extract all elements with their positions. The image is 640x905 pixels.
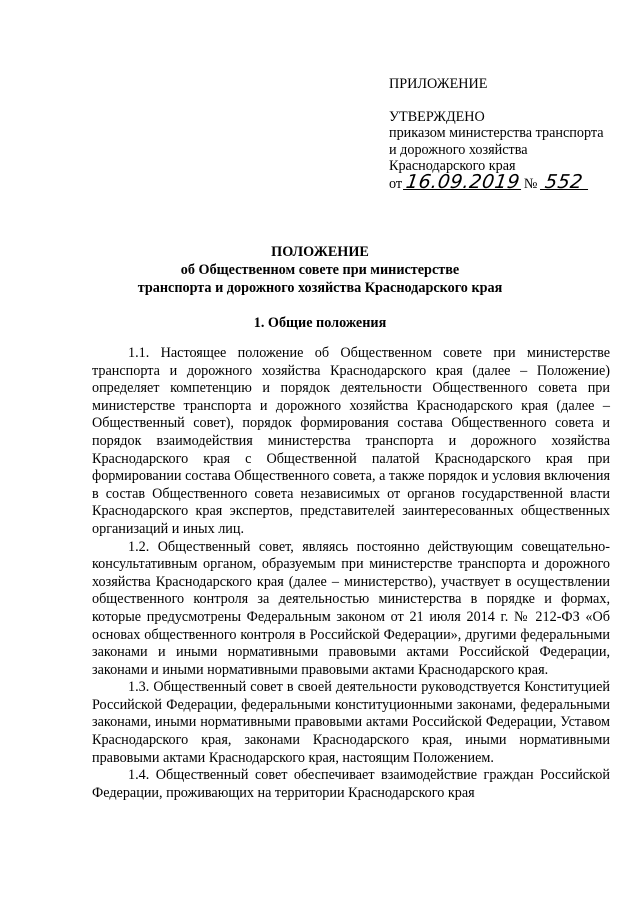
title-line-2: об Общественном совете при министерстве xyxy=(180,262,460,278)
paragraph-1-1: 1.1. Настоящее положение об Общественном совете при министерстве транспорта и дорожного хозяйства Краснодарского края (далее – Положение) определяет компетенцию и порядок деятельности Общественного совета при министерстве транспорта и дорожного хозяйства Краснодарского края (далее – Общественный совет), порядок формирования состава Общественного совета и порядок взаимодействия министерства транспорта и дорожного хозяйства Краснодарского края с Общественной палатой Краснодарского края при формировании состава Общественного совета, а также порядок и условия включения в состав Общественного совета независимых от органов государственной власти Краснодарского края экспертов, представителей заинтересованных общественных организаций и иных лиц. xyxy=(92,345,610,537)
approval-stamp-block xyxy=(389,76,619,192)
section-body xyxy=(92,345,610,802)
paragraph-1-4: 1.4. Общественный совет обеспечивает взаимодействие граждан Российской Федерации, проживающих на территории Краснодарского края xyxy=(92,767,610,801)
order-line-3: Краснодарского края xyxy=(389,158,516,174)
handwritten-number: 552 xyxy=(540,175,590,190)
paragraph-1-2: 1.2. Общественный совет, являясь постоянно действующим совещательно-консультативным органом, образуемым при министерстве транспорта и дорожного хозяйства Краснодарского края (далее – министерство), участвует в осуществлении общественного контроля за деятельностью министерства в порядке и формах, которые предусмотрены Федеральным законом от 21 июля 2014 г. № 212-ФЗ «Об основах общественного контроля в Российской Федерации», другими федеральными законами и иными нормативными правовыми актами Российской Федерации, законами и иными нормативными правовыми актами Краснодарского края. xyxy=(92,538,610,678)
order-line-2: и дорожного хозяйства xyxy=(389,141,528,158)
order-date-number-line xyxy=(389,170,619,193)
appendix-label: ПРИЛОЖЕНИЕ xyxy=(389,76,488,92)
title-line-1: ПОЛОЖЕНИЕ xyxy=(271,244,369,260)
paragraph-1-3: 1.3. Общественный совет в своей деятельности руководствуется Конституцией Российской Федерации, федеральными конституционными законами, федеральными законами, иными нормативными правовыми актами Российской Федерации, Уставом Краснодарского края, законами Краснодарского края, иными нормативными правовыми актами Краснодарского края, настоящим Положением. xyxy=(92,679,610,766)
title-line-3: транспорта и дорожного хозяйства Краснодарского края xyxy=(137,280,503,296)
date-prefix: от xyxy=(389,175,403,192)
section-heading: 1. Общие положения xyxy=(253,315,387,331)
number-sign: № xyxy=(523,175,538,192)
handwritten-date: 16.09.2019 xyxy=(404,170,522,193)
document-title xyxy=(60,243,580,297)
order-line-1: приказом министерства транспорта xyxy=(389,125,604,141)
approved-label: УТВЕРЖДЕНО xyxy=(389,108,485,125)
